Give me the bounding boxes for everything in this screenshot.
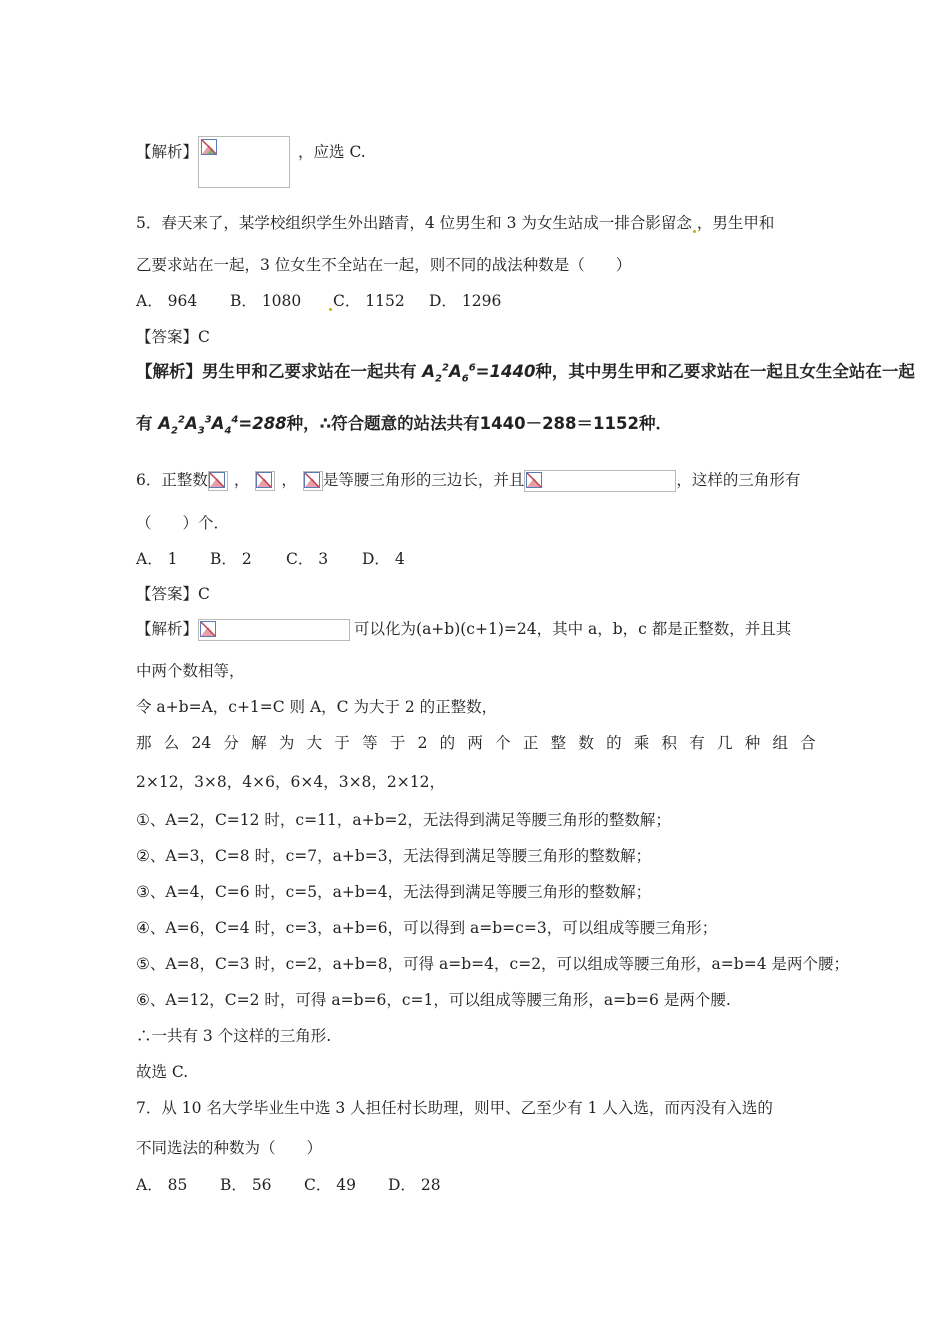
- q5-stem-line1: [136, 213, 774, 233]
- q5-formula-2: $A_2^2A_3^3A_4^4=288$: [152, 414, 287, 437]
- q6-word: 分: [223, 734, 239, 752]
- q5-option-a: A． 964: [136, 292, 198, 310]
- q5-formula-1: $A_2^2A_6^6=1440$: [416, 362, 536, 385]
- q5-analysis-2a: 有: [136, 414, 153, 433]
- broken-image-icon: [209, 472, 225, 488]
- q6-stem-line1: 6．正整数 ， ， 是等腰三角形的三边长，并且 ，这样的三角形有: [136, 470, 800, 492]
- q7-option-c: C． 49: [304, 1176, 357, 1194]
- q6-word: 24: [191, 734, 212, 752]
- q5-option-b: B． 1080: [230, 292, 302, 310]
- q5-analysis-line2: [136, 414, 672, 437]
- q5-analysis-line1: [136, 362, 915, 385]
- q7-options: [136, 1175, 441, 1195]
- q6-case-1: ①、A=2，C=12 时，c=11，a+b=2，无法得到满足等腰三角形的整数解；: [136, 811, 671, 829]
- q6-analysis-label: 【解析】: [136, 620, 199, 638]
- q6-factor-sentence: [136, 733, 816, 753]
- q6-word: 有: [689, 734, 705, 752]
- q6-word: 的: [439, 734, 456, 752]
- q6-var-b-image: [255, 471, 275, 491]
- q6-word: 乘: [633, 734, 650, 752]
- q6-word: 正: [522, 734, 539, 752]
- q6-case-3: ③、A=4，C=6 时，c=5，a+b=4，无法得到满足等腰三角形的整数解；: [136, 883, 652, 901]
- q6-word: 的: [606, 734, 622, 752]
- q5-analysis-1a: 【解析】男生甲和乙要求站在一起共有: [136, 362, 417, 381]
- q6-factor-pairs: 2×12，3×8，4×6，6×4，3×8，2×12，: [136, 773, 445, 791]
- broken-image-icon: [256, 472, 272, 488]
- q6-word: 解: [251, 734, 267, 752]
- q5-analysis-2b: 种，∴符合题意的站法共有1440－288＝1152种．: [286, 414, 672, 433]
- q5-answer: 【答案】C: [136, 328, 210, 346]
- q6-word: 合: [800, 734, 816, 752]
- q6-case-2: ②、A=3，C=8 时，c=7，a+b=3，无法得到满足等腰三角形的整数解；: [136, 847, 652, 865]
- q6-stem-1c: ，这样的三角形有: [676, 471, 801, 489]
- q6-options: [136, 549, 405, 569]
- q6-equation-image: [524, 470, 676, 492]
- q6-stem-1a: 6．正整数: [136, 471, 208, 489]
- q6-word: 两: [467, 734, 483, 752]
- q7-option-b: B． 56: [220, 1176, 272, 1194]
- q6-option-b: B． 2: [210, 550, 252, 568]
- q6-choose: 故选 C.: [136, 1063, 189, 1081]
- q5-stem-1: 5．春天来了，某学校组织学生外出踏青，4 位男生和 3 为女生站成一排合影留念: [136, 214, 692, 232]
- q6-word: 于: [334, 734, 350, 752]
- q6-analysis-line1: [136, 619, 791, 641]
- q5-options: [136, 291, 501, 311]
- q6-case-5: ⑤、A=8，C=3 时，c=2，a+b=8，可得 a=b=4，c=2，可以组成等腰三角形，a=b=4 是两个腰；: [136, 955, 849, 973]
- q6-analysis-equation-image: [198, 619, 350, 641]
- q6-stem-1b: 是等腰三角形的三边长，并且: [322, 471, 525, 489]
- q6-analysis-line2: 中两个数相等，: [136, 662, 245, 680]
- q6-word: 2: [417, 734, 428, 752]
- broken-image-icon: [304, 472, 320, 488]
- q4-analysis-label: 【解析】: [136, 143, 199, 161]
- q4-analysis-line: [136, 142, 366, 188]
- q6-option-d: D． 4: [362, 550, 405, 568]
- q7-option-a: A． 85: [136, 1176, 188, 1194]
- q6-word: 整: [550, 734, 567, 752]
- q6-option-a: A． 1: [136, 550, 178, 568]
- q6-word: 等: [362, 734, 378, 752]
- q4-formula-image: [198, 136, 290, 188]
- q6-option-c: C． 3: [286, 550, 329, 568]
- q5-option-c: C． 1152: [333, 292, 405, 310]
- q5-stem-line2: 乙要求站在一起，3 位女生不全站在一起，则不同的战法种数是（ ）: [136, 256, 632, 274]
- q5-analysis-1b: 种，其中男生甲和乙要求站在一起且女生全站在一起: [535, 362, 915, 381]
- q6-word: 为: [278, 734, 295, 752]
- q6-word: 大: [306, 734, 323, 752]
- q6-stem-line2: （ ）个．: [136, 514, 230, 532]
- q6-answer: 【答案】C: [136, 585, 210, 603]
- q7-option-d: D． 28: [388, 1176, 441, 1194]
- q6-word: 数: [578, 734, 594, 752]
- q6-conclusion: ∴一共有 3 个这样的三角形.: [136, 1027, 332, 1045]
- q7-stem-line2: 不同选法的种数为（ ）: [136, 1139, 323, 1157]
- q6-word: 积: [661, 734, 678, 752]
- q6-word: 几: [717, 734, 733, 752]
- broken-image-icon: [526, 472, 542, 488]
- q6-word: 种: [744, 734, 761, 752]
- q6-case-6: ⑥、A=12，C=2 时，可得 a=b=6，c=1，可以组成等腰三角形，a=b=6 是两个腰.: [136, 991, 731, 1009]
- q6-word: 组: [772, 734, 788, 752]
- q5-option-d: D． 1296: [429, 292, 502, 310]
- q5-stem-1b: ，男生甲和: [696, 214, 775, 232]
- marker-dot: [693, 230, 696, 233]
- q6-word: 个: [495, 734, 511, 752]
- marker-dot: [329, 308, 332, 311]
- broken-image-icon: [201, 139, 217, 155]
- q6-word: 么: [163, 734, 180, 752]
- broken-image-icon: [200, 621, 216, 637]
- q6-case-4: ④、A=6，C=4 时，c=3，a+b=6，可以得到 a=b=c=3，可以组成等腰三角形；: [136, 919, 718, 937]
- q6-substitution: 令 a+b=A，c+1=C 则 A，C 为大于 2 的正整数，: [136, 698, 498, 716]
- q6-word: 于: [389, 734, 406, 752]
- q6-analysis-1b: 可以化为(a+b)(c+1)=24，其中 a，b，c 都是正整数，并且其: [354, 620, 792, 638]
- q6-var-c-image: [303, 471, 323, 491]
- q4-analysis-tail: ，应选 C.: [298, 143, 366, 161]
- q6-var-a-image: [208, 471, 228, 491]
- q6-word: 那: [136, 734, 152, 752]
- q7-stem-line1: 7．从 10 名大学毕业生中选 3 人担任村长助理，则甲、乙至少有 1 人入选，而丙没有入选的: [136, 1099, 773, 1117]
